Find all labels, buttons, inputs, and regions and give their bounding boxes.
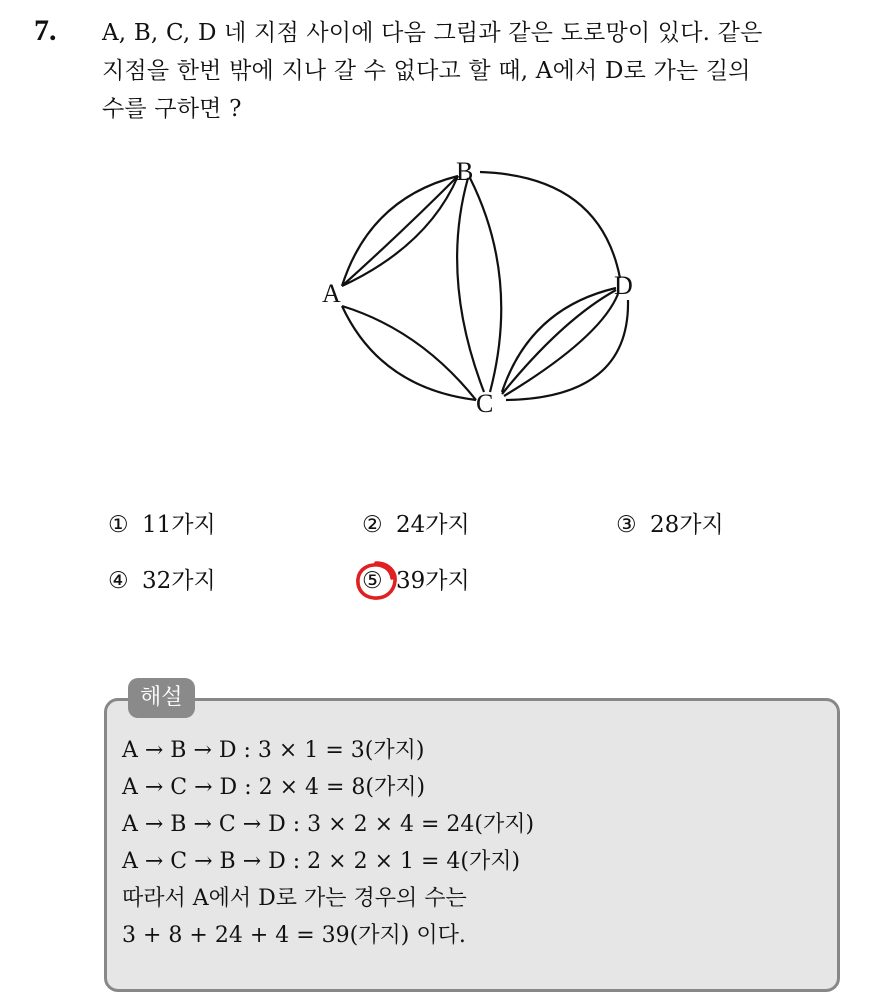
choice-text: 28가지 [650, 512, 724, 538]
answer-circle-mark [352, 558, 400, 604]
solution-line: 3 + 8 + 24 + 4 = 39(가지) 이다. [122, 923, 466, 948]
solution-line: A → C → D : 2 × 4 = 8(가지) [122, 775, 426, 800]
choice-4[interactable] [108, 562, 216, 595]
road-b-c-left [457, 178, 484, 392]
solution-line: A → C → B → D : 2 × 2 × 1 = 4(가지) [122, 849, 521, 874]
road-a-c-outer [342, 306, 476, 400]
solution-line: A → B → C → D : 3 × 2 × 4 = 24(가지) [122, 812, 535, 837]
road-a-c-inner [342, 306, 476, 400]
road-c-d-4 [506, 300, 628, 400]
road-b-c-right [470, 178, 501, 392]
road-b-d [480, 172, 620, 278]
node-label-a: A [322, 279, 341, 308]
choice-mark: ④ [108, 568, 129, 594]
choice-3[interactable] [616, 506, 724, 539]
choice-mark: ② [362, 512, 383, 538]
solution-text [122, 732, 534, 954]
question-line: 수를 구하면 ? [102, 96, 242, 122]
road-network-diagram [300, 148, 660, 428]
solution-tag: 해설 [128, 678, 195, 718]
choice-mark: ⑤ [362, 568, 383, 594]
solution-line: A → B → D : 3 × 1 = 3(가지) [122, 738, 425, 763]
road-c-d-1 [502, 288, 616, 392]
choice-mark: ① [108, 512, 129, 538]
road-a-b-mid [342, 176, 458, 286]
road-c-d-2 [502, 290, 616, 394]
question-number: 7. [34, 14, 57, 47]
choice-1[interactable] [108, 506, 216, 539]
question-text [102, 14, 862, 128]
choice-text: 11가지 [142, 512, 216, 538]
node-label-c: C [476, 389, 494, 418]
choice-text: 32가지 [142, 568, 216, 594]
choice-text: 39가지 [396, 568, 470, 594]
question-line: 지점을 한번 밖에 지나 갈 수 없다고 할 때, A에서 D로 가는 길의 [102, 58, 751, 84]
solution-line: 따라서 A에서 D로 가는 경우의 수는 [122, 886, 467, 911]
node-label-d: D [614, 271, 633, 300]
node-label-b: B [456, 157, 474, 186]
choice-mark: ③ [616, 512, 637, 538]
choice-2[interactable] [362, 506, 470, 539]
road-c-d-3 [504, 294, 618, 396]
question-line: A, B, C, D 네 지점 사이에 다음 그림과 같은 도로망이 있다. 같은 [102, 20, 763, 46]
choice-text: 24가지 [396, 512, 470, 538]
